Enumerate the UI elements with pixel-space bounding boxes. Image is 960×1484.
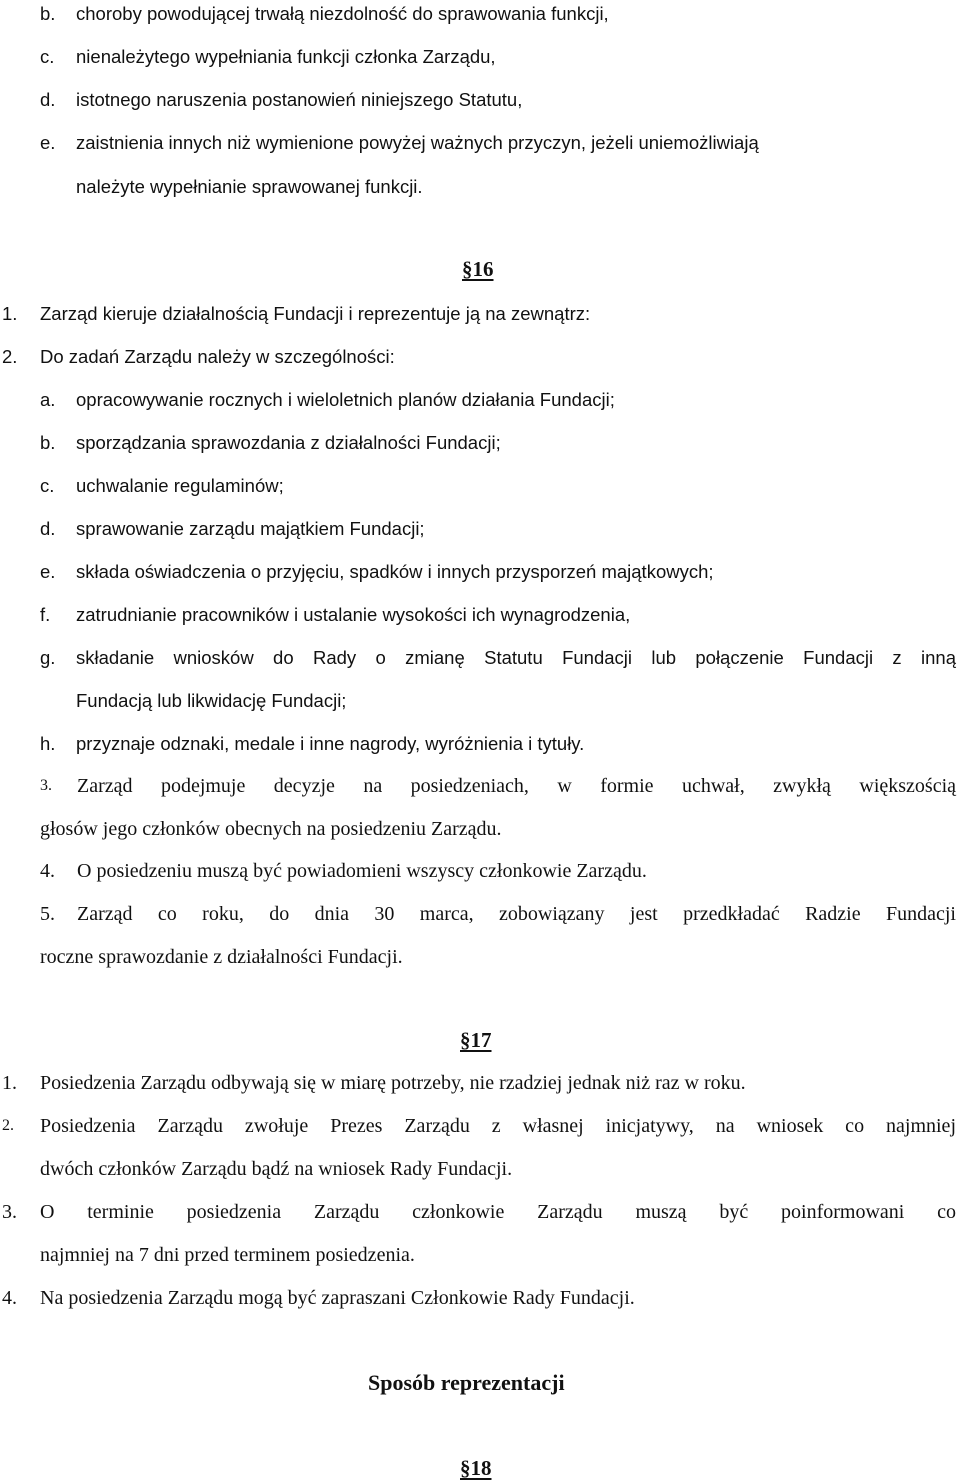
list-text: uchwalanie regulaminów; xyxy=(76,475,284,496)
list-marker: b. xyxy=(40,432,56,453)
item-text: Do zadań Zarządu należy w szczególności: xyxy=(40,346,395,367)
list-marker: e. xyxy=(40,132,56,153)
list-text: zaistnienia innych niż wymienione powyżej ważnych przyczyn, jeżeli uniemożliwiają xyxy=(76,132,759,153)
list-marker: f. xyxy=(40,604,51,625)
item-text: Zarząd co roku, do dnia 30 marca, zobowiązany jest przedkładać Radzie Fundacji xyxy=(77,903,956,925)
list-text: nienależytego wypełniania funkcji członka Zarządu, xyxy=(76,46,496,67)
item-text: Posiedzenia Zarządu zwołuje Prezes Zarządu z własnej inicjatywy, na wniosek co najmniej xyxy=(40,1115,956,1137)
list-text: Fundacją lub likwidację Fundacji; xyxy=(76,690,347,711)
list-marker: c. xyxy=(40,475,55,496)
list-marker: e. xyxy=(40,561,56,582)
list-marker: a. xyxy=(40,389,56,410)
list-marker: d. xyxy=(40,518,56,539)
list-text: składanie wniosków do Rady o zmianę Statutu Fundacji lub połączenie Fundacji z inną xyxy=(76,647,956,668)
list-text: sprawowanie zarządu majątkiem Fundacji; xyxy=(76,518,425,539)
item-text: O posiedzeniu muszą być powiadomieni wszyscy członkowie Zarządu. xyxy=(77,860,647,882)
item-number: 5. xyxy=(40,903,55,925)
list-text: istotnego naruszenia postanowień niniejszego Statutu, xyxy=(76,89,523,110)
item-number: 2. xyxy=(2,346,18,367)
item-text: dwóch członków Zarządu bądź na wniosek Rady Fundacji. xyxy=(40,1158,513,1180)
list-text: składa oświadczenia o przyjęciu, spadków i innych przysporzeń majątkowych; xyxy=(76,561,714,582)
item-text: O terminie posiedzenia Zarządu członkowie Zarządu muszą być poinformowani co xyxy=(40,1201,956,1223)
section-title-16: §16 xyxy=(462,257,494,281)
item-number: 1. xyxy=(2,303,18,324)
item-text: głosów jego członków obecnych na posiedzeniu Zarządu. xyxy=(40,818,502,840)
item-text: najmniej na 7 dni przed terminem posiedzenia. xyxy=(40,1244,415,1266)
item-text: Posiedzenia Zarządu odbywają się w miarę potrzeby, nie rzadziej jednak niż raz w roku. xyxy=(40,1072,746,1094)
list-text: należyte wypełnianie sprawowanej funkcji. xyxy=(76,176,423,197)
item-number: 2. xyxy=(2,1117,14,1134)
item-text: roczne sprawozdanie z działalności Fundacji. xyxy=(40,946,403,968)
list-text: choroby powodującej trwałą niezdolność do sprawowania funkcji, xyxy=(76,3,609,24)
item-text: Zarząd kieruje działalnością Fundacji i reprezentuje ją na zewnątrz: xyxy=(40,303,591,324)
item-number: 1. xyxy=(2,1072,17,1094)
list-marker: b. xyxy=(40,3,56,24)
representation-heading: Sposób reprezentacji xyxy=(368,1370,565,1395)
list-text: zatrudnianie pracowników i ustalanie wysokości ich wynagrodzenia, xyxy=(76,604,631,625)
item-text: Zarząd podejmuje decyzje na posiedzeniach, w formie uchwał, zwykłą większością xyxy=(77,775,956,797)
item-text: Na posiedzenia Zarządu mogą być zapraszani Członkowie Rady Fundacji. xyxy=(40,1287,635,1309)
item-number: 4. xyxy=(40,860,55,882)
list-marker: d. xyxy=(40,89,56,110)
list-text: przyznaje odznaki, medale i inne nagrody, wyróżnienia i tytuły. xyxy=(76,733,585,754)
list-marker: h. xyxy=(40,733,56,754)
item-number: 3. xyxy=(40,777,52,794)
section-title-18: §18 xyxy=(460,1456,492,1480)
item-number: 3. xyxy=(2,1201,17,1223)
list-marker: g. xyxy=(40,647,56,668)
list-marker: c. xyxy=(40,46,55,67)
item-number: 4. xyxy=(2,1287,17,1309)
section-title-17: §17 xyxy=(460,1028,492,1052)
list-text: sporządzania sprawozdania z działalności Fundacji; xyxy=(76,432,501,453)
list-text: opracowywanie rocznych i wieloletnich planów działania Fundacji; xyxy=(76,389,615,410)
